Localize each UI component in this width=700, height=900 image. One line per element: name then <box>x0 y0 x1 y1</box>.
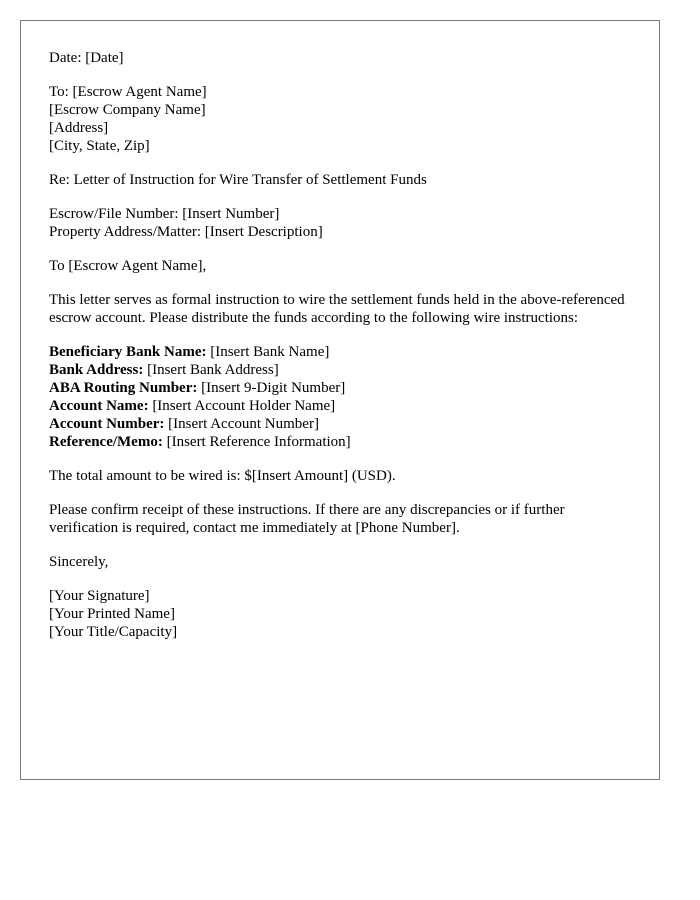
amount-paragraph: The total amount to be wired is: $[Insert Amount] (USD). <box>49 468 396 484</box>
reference-block <box>49 205 631 241</box>
salutation <box>49 257 631 275</box>
wire-detail-value: [Insert Account Holder Name] <box>148 398 336 414</box>
closing <box>49 553 631 571</box>
wire-detail-row <box>49 397 631 415</box>
wire-detail-value: [Insert Bank Address] <box>143 362 279 378</box>
recipient-company-line: [Escrow Company Name] <box>49 102 206 118</box>
subject-line <box>49 171 631 189</box>
wire-detail-value: [Insert 9-Digit Number] <box>197 380 346 396</box>
recipient-name-line: To: [Escrow Agent Name] <box>49 84 207 100</box>
wire-detail-row <box>49 343 631 361</box>
closing-text: Sincerely, <box>49 554 109 570</box>
wire-detail-label: Account Number: <box>49 416 165 432</box>
letter-page <box>20 20 660 780</box>
wire-detail-row <box>49 433 631 451</box>
confirm-paragraph: Please confirm receipt of these instructions. If there are any discrepancies or if further verification is required, contact me immediately at [Phone Number]. <box>49 502 565 536</box>
signature-block <box>49 587 631 641</box>
wire-detail-label: Beneficiary Bank Name: <box>49 344 207 360</box>
file-number-line: Escrow/File Number: [Insert Number] <box>49 206 280 222</box>
salutation-text: To [Escrow Agent Name], <box>49 258 207 274</box>
wire-detail-label: ABA Routing Number: <box>49 380 198 396</box>
wire-detail-row <box>49 415 631 433</box>
wire-detail-value: [Insert Bank Name] <box>206 344 330 360</box>
recipient-address-block <box>49 83 631 155</box>
wire-details-list <box>49 343 631 451</box>
signature-line: [Your Signature] <box>49 588 150 604</box>
intro-paragraph: This letter serves as formal instruction to wire the settlement funds held in the above-referenced escrow account. Please distribute the funds according to the following wire instructions: <box>49 292 625 326</box>
wire-detail-value: [Insert Reference Information] <box>162 434 351 450</box>
property-matter-line: Property Address/Matter: [Insert Description] <box>49 224 323 240</box>
subject-text: Re: Letter of Instruction for Wire Transfer of Settlement Funds <box>49 172 427 188</box>
wire-detail-row <box>49 361 631 379</box>
title-capacity-line: [Your Title/Capacity] <box>49 624 178 640</box>
wire-detail-label: Account Name: <box>49 398 149 414</box>
printed-name-line: [Your Printed Name] <box>49 606 175 622</box>
wire-detail-row <box>49 379 631 397</box>
wire-detail-label: Bank Address: <box>49 362 144 378</box>
wire-detail-label: Reference/Memo: <box>49 434 163 450</box>
recipient-city-line: [City, State, Zip] <box>49 138 150 154</box>
date-line <box>49 49 631 67</box>
recipient-address-line: [Address] <box>49 120 109 136</box>
date-text: Date: [Date] <box>49 50 124 66</box>
wire-detail-value: [Insert Account Number] <box>164 416 319 432</box>
